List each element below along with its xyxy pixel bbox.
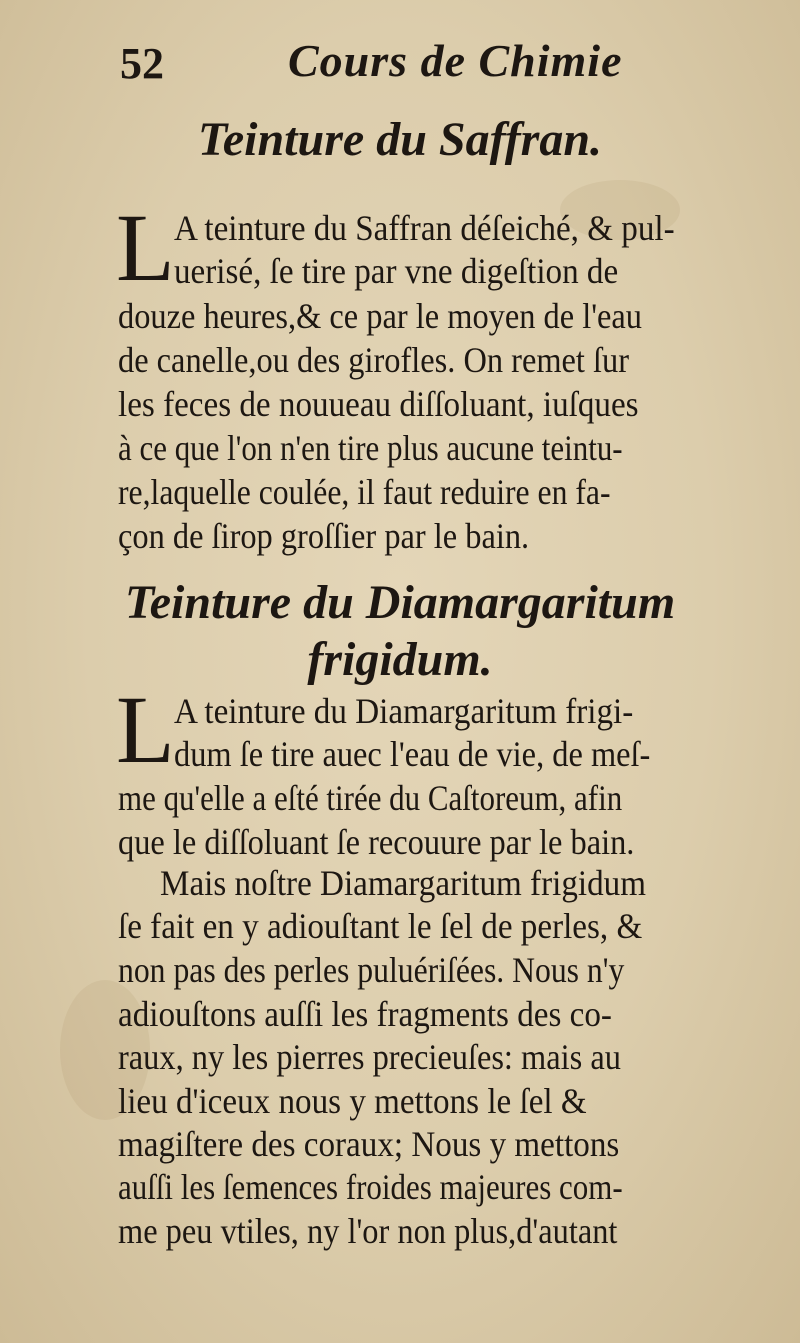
text-line: me peu vtiles, ny l'or non plus,d'autant [118,1211,618,1251]
text-line: non pas des perles puluériſées. Nous n'y [118,950,625,990]
text-line: A teinture du Saffran déſeiché, & pul- [174,208,675,248]
text-line: auſſi les ſemences froides majeures com- [118,1167,623,1207]
page-number: 52 [120,39,164,88]
text-line: douze heures,& ce par le moyen de l'eau [118,296,643,336]
drop-cap: L [116,676,175,783]
text-line: re,laquelle coulée, il faut reduire en fa- [118,472,611,512]
text-line: adiouſtons auſſi les fragments des co- [118,994,612,1034]
text-line: dum ſe tire auec l'eau de vie, de meſ- [174,734,651,774]
text-line: Mais noſtre Diamargaritum frigidum [160,863,646,903]
drop-cap: L [116,194,175,301]
text-line: de canelle,ou des girofles. On remet ſur [118,340,630,380]
text-line: uerisé, ſe tire par vne digeſtion de [174,251,619,291]
text-line: raux, ny les pierres precieuſes: mais au [118,1037,621,1077]
section-title-saffran: Teinture du Saffran. [197,113,603,166]
text-line: que le diſſoluant ſe recouure par le bain. [118,822,635,862]
text-line: les feces de nouueau diſſoluant, iuſques [118,384,639,424]
text-line: lieu d'iceux nous y mettons le ſel & [118,1081,587,1121]
text-line: ſe fait en y adiouſtant le ſel de perles, & [118,906,643,946]
section-title-diamargaritum: Teinture du Diamargaritum [124,576,676,629]
running-title: Cours de Chimie [288,35,623,86]
section-title-diamargaritum-line2: frigidum. [307,633,493,686]
text-line: magiſtere des coraux; Nous y mettons [118,1124,620,1164]
text-line: me qu'elle a eſté tirée du Caſtoreum, afin [118,778,623,818]
page-header [0,30,800,90]
text-line: çon de ſirop groſſier par le bain. [118,516,530,556]
text-line: à ce que l'on n'en tire plus aucune teintu- [118,428,623,468]
text-line: A teinture du Diamargaritum frigi- [174,691,634,731]
